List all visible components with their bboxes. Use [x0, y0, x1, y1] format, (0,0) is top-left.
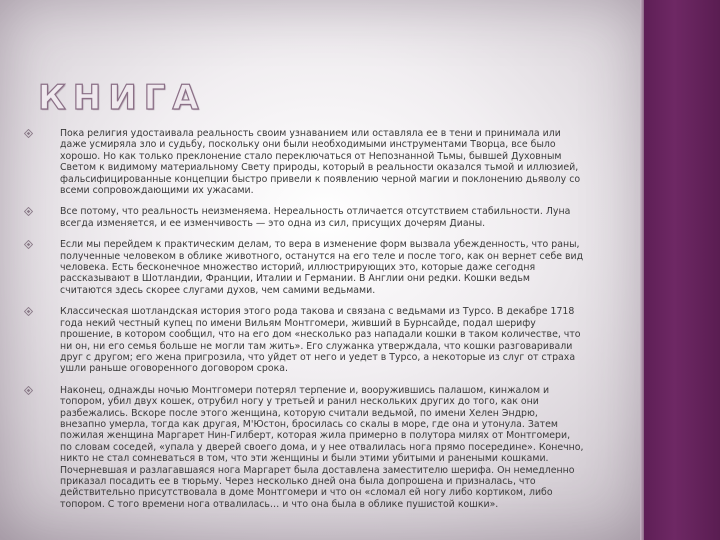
- diamond-bullet-icon: [24, 386, 33, 395]
- diamond-bullet-icon: [24, 129, 33, 138]
- bullet-item: [24, 306, 584, 374]
- bullet-text: Все потому, что реальность неизменяема. Нереальность отличается отсутствием стабильности. Луна всегда изменяется, и ее изменчивость — это одна из сил, присущих дочерям Дианы.: [60, 206, 571, 229]
- bullet-item: [24, 239, 584, 296]
- slide-title: КНИГА: [38, 78, 206, 118]
- bullet-text: Пока религия удостаивала реальность своим узнаванием или оставляла ее в тени и принимала или даже усмиряла зло и судьбу, поскольку они были необходимыми инструментами Творца, все было хорошо. Но как только преклонение стало переключаться от Непознанной Тьмы, бывшей Духовным Светом к видимому материальному Свету природы, который в реальности оказался тьмой и иллюзией, фальсифицированные концепции быстро привели к появлению черной магии и поклонению дьяволу со всеми сопровождающими их ужасами.: [60, 128, 581, 197]
- bullet-text: Классическая шотландская история этого рода такова и связана с ведьмами из Турсо. В декабре 1718 года некий честный купец по имени Вильям Монтгомери, живший в Бурнсайде, подал шерифу прошение, в котором сообщил, что на его дом «несколько раз нападали кошки в таком количестве, что ни он, ни его семья больше не могли там жить». Его служанка утверждала, что кошки разговаривали друг с другом; его жена пригрозила, что уйдет от него и уедет в Турсо, а некоторые из слуг от страха ушли раньше оговоренного договором срока.: [60, 306, 581, 375]
- bullet-text: Наконец, однажды ночью Монтгомери потерял терпение и, вооружившись палашом, кинжалом и топором, убил двух кошек, отрубил ногу у третьей и ранил нескольких других до того, как они разбежались. Вскоре после этого женщина, которую считали ведьмой, по имени Хелен Эндрю, внезапно умерла, тогда как другая, М'Юстон, бросилась со скалы в море, где она и утонула. Затем пожилая женщина Маргарет Нин-Гилберт, которая жила примерно в полутора милях от Монтгомери, по словам соседей, «упала у дверей своего дома, и у нее отвалилась нога прямо посередине». Конечно, никто не стал сомневаться в том, что эти женщины и были этими убитыми и ранеными кошками. Почерневшая и разлагавшаяся нога Маргарет была доставлена заместителю шерифа. Он немедленно приказал посадить ее в тюрьму. Через несколько дней она была допрошена и призналась, что действительно присутствовала в доме Монтгомери и что он «сломал ей ногу либо кортиком, либо топором. С того времени нога отвалилась… и что она была в облике пушистой кошки».: [60, 384, 584, 510]
- bullet-item: [24, 206, 584, 229]
- bullet-list: [24, 128, 584, 520]
- side-accent-band: [644, 0, 720, 540]
- bullet-item: [24, 128, 584, 196]
- diamond-bullet-icon: [24, 207, 33, 216]
- diamond-bullet-icon: [24, 307, 33, 316]
- bullet-text: Если мы перейдем к практическим делам, то вера в изменение форм вызвала убежденность, что раны, полученные человеком в облике животного, останутся на его теле и после того, как он вернет себе вид человека. Есть бесконечное множество историй, иллюстрирующих это, которые даже сегодня рассказывают в Шотландии, Франции, Италии и Германии. В Англии они редки. Кошки ведьм считаются здесь скорее слугами духов, чем самими ведьмами.: [60, 239, 584, 296]
- diamond-bullet-icon: [24, 240, 33, 249]
- bullet-item: [24, 385, 584, 510]
